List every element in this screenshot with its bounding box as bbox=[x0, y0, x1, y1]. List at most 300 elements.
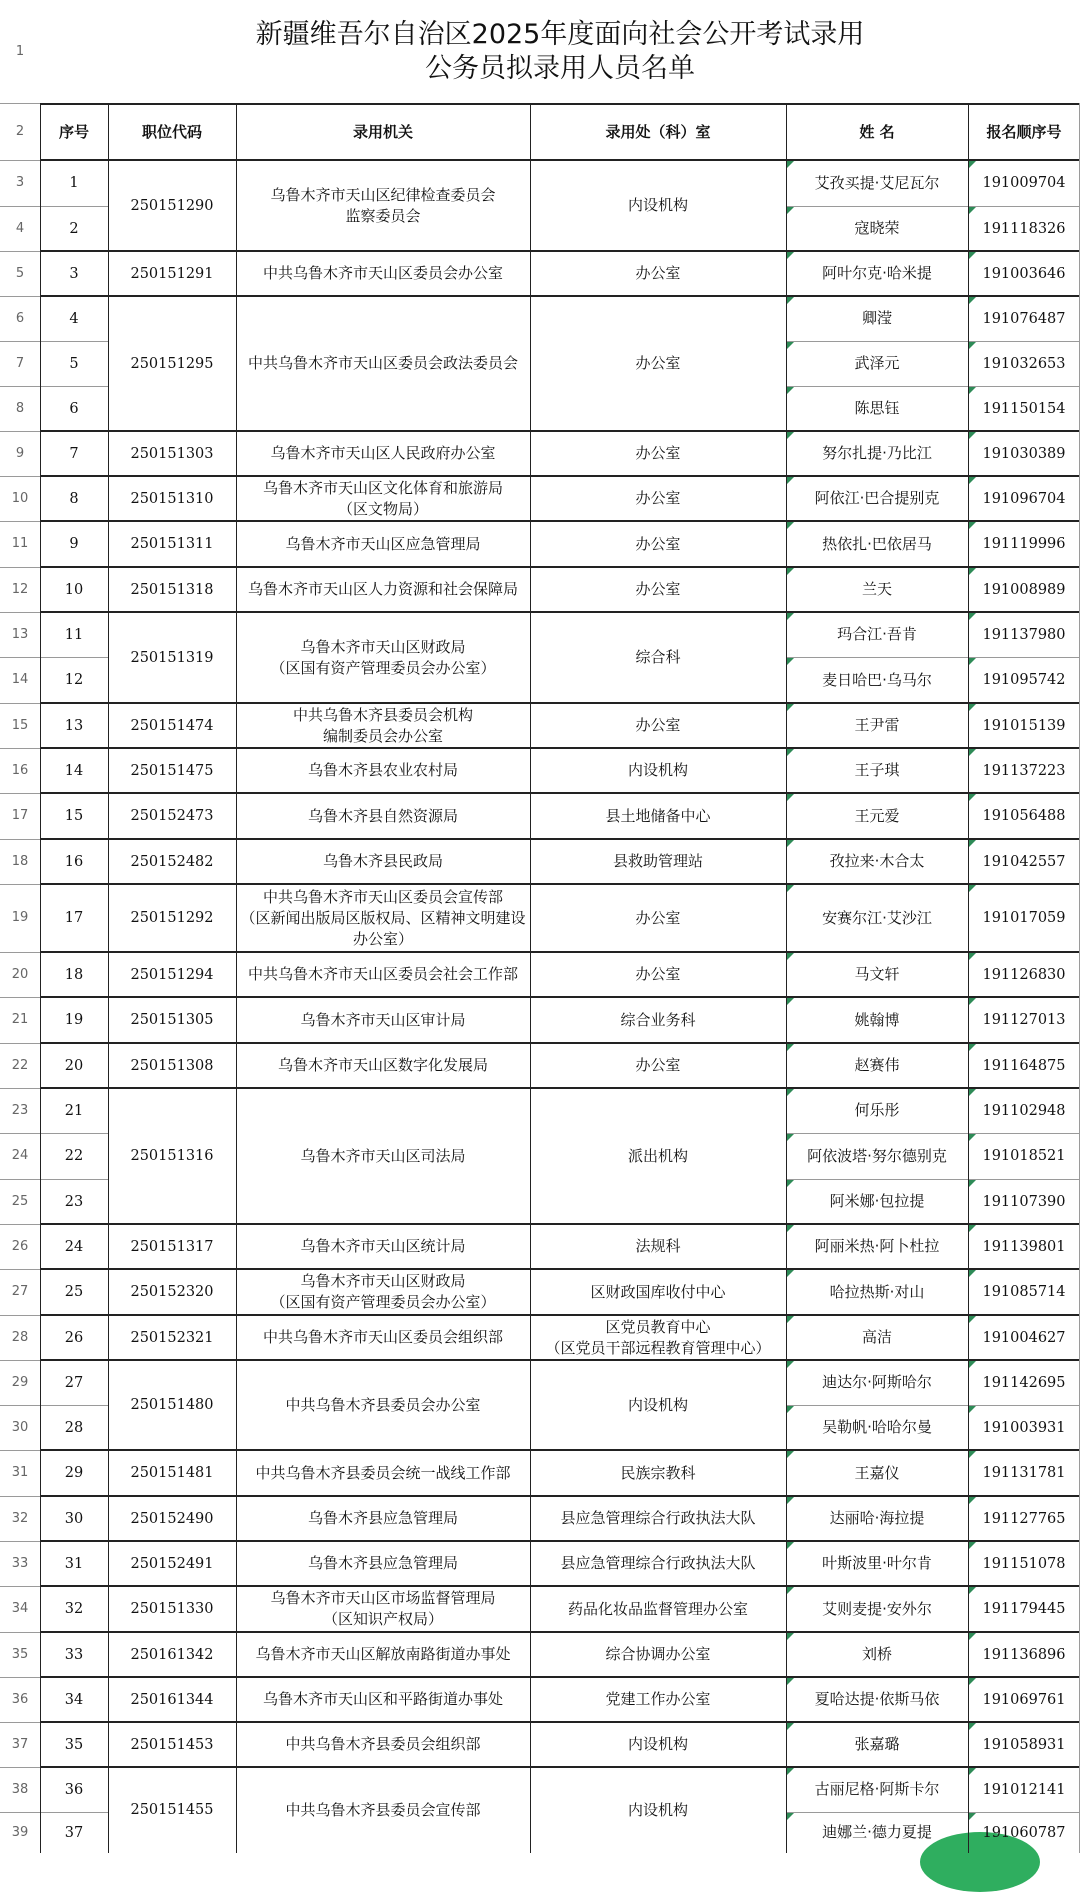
cell-note-marker bbox=[787, 1134, 794, 1141]
name-cell[interactable]: 刘桥 bbox=[861, 1645, 892, 1663]
grid-line bbox=[0, 1043, 40, 1044]
position-code-cell[interactable]: 250151310 bbox=[130, 490, 214, 507]
row-number[interactable]: 38 bbox=[11, 1782, 29, 1797]
position-code-cell[interactable]: 250151330 bbox=[130, 1601, 214, 1617]
department-cell[interactable]: 办公室 bbox=[635, 354, 681, 372]
department-cell[interactable]: 内设机构 bbox=[627, 1395, 688, 1414]
department-cell[interactable]: 民族宗教科 bbox=[620, 1463, 696, 1482]
cell-note-marker bbox=[787, 1813, 794, 1820]
seq-cell[interactable]: 15 bbox=[64, 808, 84, 824]
seq-cell[interactable]: 28 bbox=[64, 1419, 84, 1436]
reg-no-cell[interactable]: 191164875 bbox=[982, 1057, 1066, 1074]
department-cell[interactable]: 办公室 bbox=[635, 489, 681, 507]
agency-cell[interactable]: 乌鲁木齐县自然资源局 bbox=[307, 806, 458, 825]
department-cell[interactable]: 区党员教育中心 （区党员干部远程教育管理中心） bbox=[545, 1317, 771, 1357]
seq-cell[interactable]: 27 bbox=[64, 1374, 84, 1391]
row-number[interactable]: 17 bbox=[11, 808, 29, 823]
agency-cell[interactable]: 乌鲁木齐市天山区纪律检查委员会 监察委员会 bbox=[270, 185, 496, 225]
cell-note-marker bbox=[969, 1813, 976, 1820]
cell-note-marker bbox=[969, 1089, 976, 1096]
name-cell[interactable]: 王子琪 bbox=[854, 761, 900, 779]
position-code-cell[interactable]: 250151475 bbox=[130, 762, 214, 779]
cell-note-marker bbox=[969, 1497, 976, 1504]
row-number[interactable]: 19 bbox=[11, 910, 29, 925]
agency-cell[interactable]: 乌鲁木齐市天山区解放南路街道办事处 bbox=[255, 1645, 511, 1663]
row-number[interactable]: 1 bbox=[15, 44, 25, 59]
name-cell[interactable]: 寇晓荣 bbox=[854, 219, 900, 237]
agency-cell[interactable]: 乌鲁木齐县农业农村局 bbox=[307, 761, 458, 779]
agency-cell[interactable]: 中共乌鲁木齐市天山区委员会组织部 bbox=[262, 1328, 503, 1346]
grid-line bbox=[0, 657, 40, 658]
reg-no-cell[interactable]: 191139801 bbox=[982, 1238, 1066, 1255]
grid-line bbox=[0, 1586, 40, 1587]
department-cell[interactable]: 办公室 bbox=[635, 1056, 681, 1074]
department-cell[interactable]: 县应急管理综合行政执法大队 bbox=[560, 1509, 756, 1527]
row-number[interactable]: 2 bbox=[15, 124, 25, 139]
header-position-code[interactable]: 职位代码 bbox=[141, 123, 202, 141]
grid-line bbox=[786, 206, 1080, 207]
name-cell[interactable]: 古丽尼格·阿斯卡尔 bbox=[814, 1780, 940, 1798]
row-number[interactable]: 30 bbox=[11, 1420, 29, 1435]
position-code-cell[interactable]: 250152490 bbox=[130, 1510, 214, 1527]
position-code-cell[interactable]: 250161342 bbox=[130, 1646, 214, 1663]
reg-no-cell[interactable]: 191004627 bbox=[982, 1329, 1066, 1346]
position-code-cell[interactable]: 250152482 bbox=[130, 853, 214, 870]
name-cell[interactable]: 麦日哈巴·乌马尔 bbox=[822, 670, 932, 689]
cell-note-marker bbox=[969, 1180, 976, 1187]
row-number[interactable]: 35 bbox=[11, 1647, 29, 1662]
cell-note-marker bbox=[787, 1633, 794, 1640]
grid-line bbox=[0, 1315, 40, 1316]
row-number[interactable]: 13 bbox=[11, 627, 29, 642]
agency-cell[interactable]: 中共乌鲁木齐县委员会宣传部 bbox=[285, 1800, 481, 1819]
reg-no-cell[interactable]: 191095742 bbox=[982, 672, 1066, 688]
seq-cell[interactable]: 8 bbox=[69, 490, 79, 507]
agency-cell[interactable]: 乌鲁木齐市天山区人力资源和社会保障局 bbox=[247, 580, 518, 598]
agency-cell[interactable]: 乌鲁木齐市天山区财政局 （区国有资产管理委员会办公室） bbox=[270, 637, 496, 677]
department-cell[interactable]: 内设机构 bbox=[627, 1800, 688, 1819]
reg-no-cell[interactable]: 191017059 bbox=[982, 910, 1066, 926]
cell-note-marker bbox=[969, 1361, 976, 1368]
row-number[interactable]: 24 bbox=[11, 1148, 29, 1163]
agency-cell[interactable]: 乌鲁木齐市天山区应急管理局 bbox=[285, 534, 481, 553]
department-cell[interactable]: 县土地储备中心 bbox=[605, 806, 711, 825]
seq-cell[interactable]: 21 bbox=[64, 1102, 84, 1119]
department-cell[interactable]: 综合科 bbox=[635, 648, 681, 666]
grid-line bbox=[40, 520, 1080, 522]
cell-note-marker bbox=[787, 1451, 794, 1458]
reg-no-cell[interactable]: 191136896 bbox=[982, 1646, 1066, 1663]
reg-no-cell[interactable]: 191119996 bbox=[982, 536, 1066, 552]
row-number[interactable]: 7 bbox=[15, 356, 25, 371]
position-code-cell[interactable]: 250151319 bbox=[130, 649, 214, 666]
seq-cell[interactable]: 3 bbox=[69, 265, 79, 282]
grid-line bbox=[40, 1676, 1080, 1678]
reg-no-cell[interactable]: 191003646 bbox=[982, 265, 1066, 282]
reg-no-cell[interactable]: 191102948 bbox=[982, 1102, 1066, 1119]
seq-cell[interactable]: 1 bbox=[69, 175, 79, 191]
grid-line bbox=[40, 341, 108, 342]
cell-note-marker bbox=[787, 1768, 794, 1775]
grid-line bbox=[0, 1088, 40, 1089]
name-cell[interactable]: 马文轩 bbox=[854, 965, 900, 983]
row-number[interactable]: 31 bbox=[11, 1465, 29, 1480]
row-number[interactable]: 8 bbox=[15, 401, 25, 416]
cell-note-marker bbox=[787, 432, 794, 439]
position-code-cell[interactable]: 250151318 bbox=[130, 581, 214, 598]
grid-line bbox=[40, 657, 108, 658]
name-cell[interactable]: 艾孜买提·艾尼瓦尔 bbox=[814, 173, 940, 192]
seq-cell[interactable]: 24 bbox=[64, 1238, 84, 1255]
row-number[interactable]: 27 bbox=[11, 1284, 29, 1299]
seq-cell[interactable]: 20 bbox=[64, 1057, 84, 1074]
row-number[interactable]: 16 bbox=[11, 763, 29, 778]
agency-cell[interactable]: 中共乌鲁木齐市天山区委员会宣传部 （区新闻出版局区版权局、区精神文明建设 办公室） bbox=[240, 887, 526, 948]
name-cell[interactable]: 何乐彤 bbox=[854, 1101, 900, 1119]
grid-line bbox=[108, 103, 109, 1853]
reg-no-cell[interactable]: 191127765 bbox=[982, 1510, 1066, 1527]
name-cell[interactable]: 迪达尔·阿斯哈尔 bbox=[822, 1373, 932, 1391]
name-cell[interactable]: 热依扎·巴依居马 bbox=[822, 534, 932, 553]
reg-no-cell[interactable]: 191137980 bbox=[982, 626, 1066, 643]
name-cell[interactable]: 安赛尔江·艾沙江 bbox=[822, 908, 932, 927]
grid-line bbox=[40, 1405, 108, 1406]
seq-cell[interactable]: 2 bbox=[69, 220, 79, 237]
row-number[interactable]: 29 bbox=[11, 1375, 29, 1390]
reg-no-cell[interactable]: 191085714 bbox=[982, 1284, 1066, 1300]
agency-cell[interactable]: 乌鲁木齐县应急管理局 bbox=[307, 1509, 458, 1527]
cell-note-marker bbox=[969, 1587, 976, 1594]
department-cell[interactable]: 办公室 bbox=[635, 908, 681, 927]
agency-cell[interactable]: 乌鲁木齐县应急管理局 bbox=[307, 1554, 458, 1572]
name-cell[interactable]: 哈拉热斯·对山 bbox=[829, 1282, 925, 1301]
row-number[interactable]: 37 bbox=[11, 1737, 29, 1752]
row-number[interactable]: 25 bbox=[11, 1194, 29, 1209]
position-code-cell[interactable]: 250151317 bbox=[130, 1238, 214, 1255]
name-cell[interactable]: 阿叶尔克·哈米提 bbox=[822, 264, 932, 282]
agency-cell[interactable]: 中共乌鲁木齐县委员会组织部 bbox=[285, 1735, 481, 1753]
seq-cell[interactable]: 34 bbox=[64, 1691, 84, 1708]
cell-note-marker bbox=[787, 1723, 794, 1730]
position-code-cell[interactable]: 250152321 bbox=[130, 1329, 214, 1346]
position-code-cell[interactable]: 250151311 bbox=[130, 536, 214, 552]
department-cell[interactable]: 内设机构 bbox=[627, 761, 688, 779]
row-number[interactable]: 18 bbox=[11, 854, 29, 869]
header-agency[interactable]: 录用机关 bbox=[352, 123, 413, 141]
agency-cell[interactable]: 乌鲁木齐市天山区司法局 bbox=[300, 1146, 466, 1165]
agency-cell[interactable]: 乌鲁木齐市天山区数字化发展局 bbox=[277, 1056, 488, 1074]
name-cell[interactable]: 阿依波塔·努尔德别克 bbox=[807, 1146, 947, 1165]
department-cell[interactable]: 县应急管理综合行政执法大队 bbox=[560, 1554, 756, 1572]
position-code-cell[interactable]: 250151308 bbox=[130, 1057, 214, 1074]
position-code-cell[interactable]: 250151295 bbox=[130, 355, 214, 372]
agency-cell[interactable]: 乌鲁木齐市天山区财政局 （区国有资产管理委员会办公室） bbox=[270, 1272, 496, 1311]
position-code-cell[interactable]: 250151290 bbox=[130, 197, 214, 214]
seq-cell[interactable]: 32 bbox=[64, 1601, 84, 1617]
seq-cell[interactable]: 33 bbox=[64, 1646, 84, 1663]
position-code-cell[interactable]: 250151480 bbox=[130, 1397, 214, 1413]
position-code-cell[interactable]: 250152473 bbox=[130, 808, 214, 824]
name-cell[interactable]: 卿滢 bbox=[861, 309, 892, 327]
position-code-cell[interactable]: 250151303 bbox=[130, 445, 214, 462]
position-code-cell[interactable]: 250152491 bbox=[130, 1555, 214, 1572]
row-number[interactable]: 9 bbox=[15, 446, 25, 461]
seq-cell[interactable]: 29 bbox=[64, 1465, 84, 1481]
name-cell[interactable]: 王元爱 bbox=[854, 806, 900, 825]
name-cell[interactable]: 王尹雷 bbox=[854, 716, 900, 734]
name-cell[interactable]: 努尔扎提·乃比江 bbox=[822, 444, 932, 462]
seq-cell[interactable]: 37 bbox=[64, 1824, 84, 1841]
row-number[interactable]: 39 bbox=[11, 1825, 29, 1840]
cell-note-marker bbox=[969, 1768, 976, 1775]
row-number[interactable]: 32 bbox=[11, 1511, 29, 1526]
name-cell[interactable]: 阿依江·巴合提别克 bbox=[814, 489, 940, 507]
name-cell[interactable]: 迪娜兰·德力夏提 bbox=[822, 1823, 932, 1841]
row-number[interactable]: 14 bbox=[11, 672, 29, 687]
cell-note-marker bbox=[787, 522, 794, 529]
position-code-cell[interactable]: 250151455 bbox=[130, 1802, 214, 1818]
seq-cell[interactable]: 12 bbox=[64, 672, 84, 688]
grid-line bbox=[0, 1224, 40, 1225]
reg-no-cell[interactable]: 191151078 bbox=[982, 1555, 1066, 1572]
name-cell[interactable]: 阿米娜·包拉提 bbox=[829, 1192, 925, 1210]
cell-note-marker bbox=[969, 953, 976, 960]
department-cell[interactable]: 综合协调办公室 bbox=[605, 1645, 711, 1663]
reg-no-cell[interactable]: 191042557 bbox=[982, 853, 1066, 870]
cell-note-marker bbox=[787, 998, 794, 1005]
department-cell[interactable]: 办公室 bbox=[635, 965, 681, 983]
grid-line bbox=[0, 1767, 40, 1768]
row-number[interactable]: 28 bbox=[11, 1330, 29, 1345]
row-number[interactable]: 20 bbox=[11, 967, 29, 982]
department-cell[interactable]: 办公室 bbox=[635, 580, 681, 598]
header-reg-no[interactable]: 报名顺序号 bbox=[986, 123, 1062, 141]
position-code-cell[interactable]: 250151291 bbox=[130, 265, 214, 282]
reg-no-cell[interactable]: 191012141 bbox=[982, 1781, 1066, 1798]
name-cell[interactable]: 叶斯波里·叶尔肯 bbox=[822, 1554, 932, 1572]
position-code-cell[interactable]: 250151453 bbox=[130, 1736, 214, 1753]
grid-line bbox=[0, 793, 40, 794]
row-number[interactable]: 33 bbox=[11, 1556, 29, 1571]
cell-note-marker bbox=[787, 1542, 794, 1549]
cell-note-marker bbox=[969, 432, 976, 439]
row-number[interactable]: 12 bbox=[11, 582, 29, 597]
seq-cell[interactable]: 7 bbox=[69, 445, 79, 462]
grid-line bbox=[0, 103, 40, 104]
department-cell[interactable]: 法规科 bbox=[635, 1237, 681, 1255]
position-code-cell[interactable]: 250151292 bbox=[130, 910, 214, 926]
agency-cell[interactable]: 乌鲁木齐市天山区审计局 bbox=[300, 1010, 466, 1029]
grid-line bbox=[0, 1360, 40, 1361]
row-number[interactable]: 36 bbox=[11, 1692, 29, 1707]
seq-cell[interactable]: 5 bbox=[69, 355, 79, 372]
row-number[interactable]: 21 bbox=[11, 1012, 29, 1027]
row-number[interactable]: 23 bbox=[11, 1103, 29, 1118]
cell-note-marker bbox=[969, 1633, 976, 1640]
department-cell[interactable]: 办公室 bbox=[635, 444, 681, 462]
reg-no-cell[interactable]: 191009704 bbox=[982, 175, 1066, 191]
reg-no-cell[interactable]: 191096704 bbox=[982, 490, 1066, 507]
grid-line bbox=[40, 1449, 1080, 1451]
seq-cell[interactable]: 18 bbox=[64, 966, 84, 983]
name-cell[interactable]: 玛合江·吾肯 bbox=[837, 625, 917, 643]
department-cell[interactable]: 派出机构 bbox=[627, 1146, 688, 1165]
row-number[interactable]: 5 bbox=[15, 266, 25, 281]
department-cell[interactable]: 药品化妆品监督管理办公室 bbox=[567, 1599, 748, 1618]
seq-cell[interactable]: 16 bbox=[64, 853, 84, 870]
name-cell[interactable]: 阿丽米热·阿卜杜拉 bbox=[814, 1237, 940, 1255]
header-seq[interactable]: 序号 bbox=[58, 123, 89, 141]
row-number[interactable]: 22 bbox=[11, 1058, 29, 1073]
reg-no-cell[interactable]: 191126830 bbox=[982, 966, 1066, 983]
name-cell[interactable]: 陈思钰 bbox=[854, 399, 900, 417]
reg-no-cell[interactable]: 191003931 bbox=[982, 1419, 1066, 1436]
grid-line bbox=[40, 430, 1080, 432]
position-code-cell[interactable]: 250151305 bbox=[130, 1012, 214, 1028]
agency-cell[interactable]: 中共乌鲁木齐市天山区委员会政法委员会 bbox=[247, 354, 518, 372]
reg-no-cell[interactable]: 191058931 bbox=[982, 1736, 1066, 1753]
reg-no-cell[interactable]: 191015139 bbox=[982, 717, 1066, 734]
row-number[interactable]: 3 bbox=[15, 175, 25, 190]
cell-note-marker bbox=[969, 704, 976, 711]
cell-note-marker bbox=[969, 297, 976, 304]
reg-no-cell[interactable]: 191118326 bbox=[982, 220, 1066, 237]
name-cell[interactable]: 姚翰博 bbox=[854, 1010, 900, 1029]
agency-cell[interactable]: 乌鲁木齐市天山区统计局 bbox=[300, 1237, 466, 1255]
agency-cell[interactable]: 乌鲁木齐市天山区市场监督管理局 （区知识产权局） bbox=[270, 1589, 496, 1628]
agency-cell[interactable]: 中共乌鲁木齐市天山区委员会社会工作部 bbox=[247, 965, 518, 983]
agency-cell[interactable]: 中共乌鲁木齐市天山区委员会办公室 bbox=[262, 264, 503, 282]
cell-note-marker bbox=[969, 794, 976, 801]
grid-line bbox=[0, 567, 40, 568]
department-cell[interactable]: 办公室 bbox=[635, 534, 681, 553]
name-cell[interactable]: 赵赛伟 bbox=[854, 1056, 900, 1074]
seq-cell[interactable]: 9 bbox=[69, 536, 79, 552]
agency-cell[interactable]: 中共乌鲁木齐县委员会统一战线工作部 bbox=[255, 1463, 511, 1482]
grid-line bbox=[0, 1496, 40, 1497]
department-cell[interactable]: 内设机构 bbox=[627, 1735, 688, 1753]
agency-cell[interactable]: 中共乌鲁木齐县委员会机构 编制委员会办公室 bbox=[292, 705, 473, 745]
header-name[interactable]: 姓 名 bbox=[859, 123, 895, 141]
seq-cell[interactable]: 36 bbox=[64, 1781, 84, 1798]
department-cell[interactable]: 综合业务科 bbox=[620, 1010, 696, 1029]
seq-cell[interactable]: 23 bbox=[64, 1193, 84, 1210]
grid-line bbox=[0, 1677, 40, 1678]
grid-line bbox=[0, 884, 40, 885]
name-cell[interactable]: 孜拉来·木合太 bbox=[829, 852, 925, 870]
position-code-cell[interactable]: 250151294 bbox=[130, 966, 214, 983]
seq-cell[interactable]: 25 bbox=[64, 1284, 84, 1300]
cell-note-marker bbox=[787, 749, 794, 756]
name-cell[interactable]: 王嘉仪 bbox=[854, 1463, 900, 1482]
name-cell[interactable]: 张嘉璐 bbox=[854, 1735, 900, 1753]
cell-note-marker bbox=[787, 1316, 794, 1323]
reg-no-cell[interactable]: 191107390 bbox=[982, 1193, 1066, 1210]
department-cell[interactable]: 县救助管理站 bbox=[612, 852, 703, 870]
name-cell[interactable]: 武泽元 bbox=[854, 354, 900, 372]
grid-line bbox=[40, 1042, 1080, 1044]
department-cell[interactable]: 内设机构 bbox=[627, 196, 688, 214]
seq-cell[interactable]: 6 bbox=[69, 400, 79, 417]
seq-cell[interactable]: 31 bbox=[64, 1555, 84, 1572]
name-cell[interactable]: 高洁 bbox=[861, 1328, 892, 1346]
agency-cell[interactable]: 乌鲁木齐市天山区文化体育和旅游局 （区文物局） bbox=[262, 478, 503, 518]
reg-no-cell[interactable]: 191137223 bbox=[982, 762, 1066, 779]
row-number[interactable]: 26 bbox=[11, 1239, 29, 1254]
seq-cell[interactable]: 4 bbox=[69, 310, 79, 327]
seq-cell[interactable]: 30 bbox=[64, 1510, 84, 1527]
seq-cell[interactable]: 13 bbox=[64, 717, 84, 734]
name-cell[interactable]: 吴勒帆·哈哈尔曼 bbox=[822, 1418, 932, 1436]
reg-no-cell[interactable]: 191032653 bbox=[982, 355, 1066, 372]
row-number[interactable]: 10 bbox=[11, 491, 29, 506]
department-cell[interactable]: 区财政国库收付中心 bbox=[590, 1282, 726, 1301]
grid-line bbox=[0, 1450, 40, 1451]
row-number[interactable]: 34 bbox=[11, 1601, 29, 1616]
grid-line bbox=[0, 431, 40, 432]
seq-cell[interactable]: 11 bbox=[64, 626, 84, 643]
reg-no-cell[interactable]: 191030389 bbox=[982, 445, 1066, 462]
name-cell[interactable]: 夏哈达提·依斯马依 bbox=[814, 1690, 940, 1708]
seq-cell[interactable]: 26 bbox=[64, 1329, 84, 1346]
grid-line bbox=[40, 1314, 1080, 1316]
department-cell[interactable]: 党建工作办公室 bbox=[605, 1690, 711, 1708]
seq-cell[interactable]: 17 bbox=[64, 910, 84, 926]
reg-no-cell[interactable]: 191018521 bbox=[982, 1148, 1066, 1164]
reg-no-cell[interactable]: 191060787 bbox=[982, 1824, 1066, 1841]
position-code-cell[interactable]: 250161344 bbox=[130, 1691, 214, 1708]
cell-note-marker bbox=[969, 252, 976, 259]
position-code-cell[interactable]: 250151481 bbox=[130, 1465, 214, 1481]
name-cell[interactable]: 兰天 bbox=[861, 580, 892, 598]
reg-no-cell[interactable]: 191008989 bbox=[982, 581, 1066, 598]
agency-cell[interactable]: 乌鲁木齐市天山区人民政府办公室 bbox=[270, 444, 496, 462]
name-cell[interactable]: 达丽哈·海拉提 bbox=[829, 1509, 925, 1527]
grid-line bbox=[40, 1540, 1080, 1542]
reg-no-cell[interactable]: 191142695 bbox=[982, 1374, 1066, 1391]
department-cell[interactable]: 办公室 bbox=[635, 264, 681, 282]
grid-line bbox=[0, 296, 40, 297]
reg-no-cell[interactable]: 191056488 bbox=[982, 808, 1066, 824]
reg-no-cell[interactable]: 191150154 bbox=[982, 400, 1066, 417]
seq-cell[interactable]: 14 bbox=[64, 762, 84, 779]
seq-cell[interactable]: 35 bbox=[64, 1736, 84, 1753]
position-code-cell[interactable]: 250151316 bbox=[130, 1148, 214, 1164]
grid-line bbox=[0, 1632, 40, 1633]
position-code-cell[interactable]: 250151474 bbox=[130, 717, 214, 734]
cell-note-marker bbox=[787, 477, 794, 484]
agency-cell[interactable]: 中共乌鲁木齐县委员会办公室 bbox=[285, 1395, 481, 1414]
row-number[interactable]: 11 bbox=[11, 536, 29, 551]
seq-cell[interactable]: 22 bbox=[64, 1148, 84, 1164]
reg-no-cell[interactable]: 191076487 bbox=[982, 310, 1066, 327]
reg-no-cell[interactable]: 191179445 bbox=[982, 1601, 1066, 1617]
name-cell[interactable]: 艾则麦提·安外尔 bbox=[822, 1599, 932, 1618]
reg-no-cell[interactable]: 191131781 bbox=[982, 1465, 1066, 1481]
row-number[interactable]: 4 bbox=[15, 221, 25, 236]
agency-cell[interactable]: 乌鲁木齐县民政局 bbox=[322, 852, 443, 870]
agency-cell[interactable]: 乌鲁木齐市天山区和平路街道办事处 bbox=[262, 1690, 503, 1708]
position-code-cell[interactable]: 250152320 bbox=[130, 1284, 214, 1300]
seq-cell[interactable]: 10 bbox=[64, 581, 84, 598]
header-department[interactable]: 录用处（科）室 bbox=[605, 123, 711, 141]
seq-cell[interactable]: 19 bbox=[64, 1012, 84, 1028]
row-number[interactable]: 6 bbox=[15, 311, 25, 326]
department-cell[interactable]: 办公室 bbox=[635, 716, 681, 734]
reg-no-cell[interactable]: 191069761 bbox=[982, 1691, 1066, 1708]
reg-no-cell[interactable]: 191127013 bbox=[982, 1012, 1066, 1028]
row-number[interactable]: 15 bbox=[11, 718, 29, 733]
